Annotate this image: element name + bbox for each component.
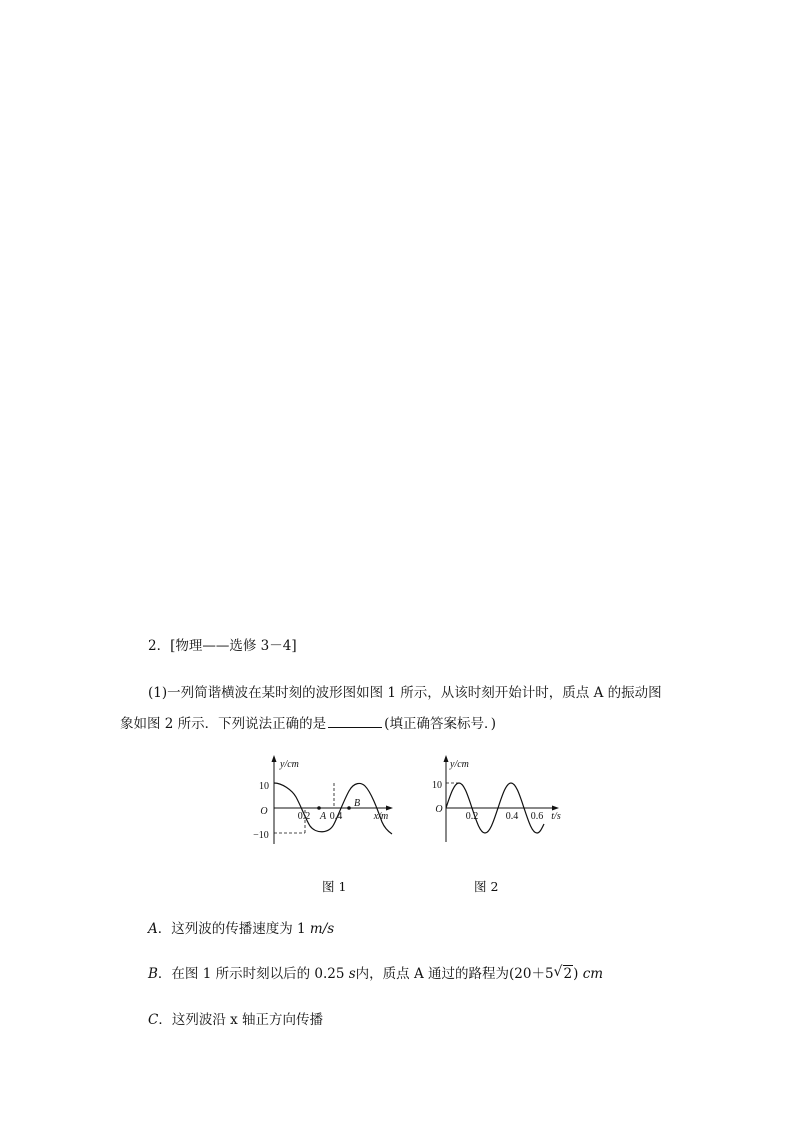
figure1-wave-graph <box>250 752 400 848</box>
option-a-text: ．这列波的传播速度为 1 <box>157 921 310 937</box>
fig1-x-axis-label: x/m <box>373 811 389 822</box>
point-b-marker <box>347 806 351 810</box>
option-b <box>148 965 603 983</box>
fig2-x-tick-04: 0.4 <box>505 811 519 822</box>
fig1-x-tick-02: 0.2 <box>297 811 311 822</box>
option-b-text2: 内，质点 A 通过的路程为(20＋5 <box>355 966 554 982</box>
fig1-point-b-label: B <box>353 798 361 809</box>
fig2-y-axis-label: y/cm <box>450 759 469 770</box>
fig1-y-tick-neg10: −10 <box>253 830 269 841</box>
option-b-letter: B <box>148 966 158 982</box>
fig2-y-tick-10: 10 <box>432 780 442 791</box>
figure2-vibration-graph <box>426 752 566 848</box>
figure1-caption: 图 1 <box>322 879 347 894</box>
intro-text-before-blank: 象如图 2 所示．下列说法正确的是 <box>120 716 327 732</box>
option-a-letter: A <box>148 921 158 937</box>
fig1-point-a-label: A <box>319 811 327 822</box>
fig1-x-tick-04: 0.4 <box>329 811 343 822</box>
point-a-marker <box>317 806 321 810</box>
intro-text-after-blank: (填正确答案标号．) <box>384 716 496 732</box>
fig2-x-axis-label: t/s <box>551 811 561 822</box>
option-c-letter: C <box>148 1012 159 1028</box>
question-header: 2．[物理——选修 3－4] <box>148 638 297 654</box>
sqrt-symbol: √ 2 <box>553 964 573 982</box>
option-b-unit-s: s <box>348 966 356 982</box>
sqrt-radicand: 2 <box>563 966 573 982</box>
option-c-text: ．这列波沿 x 轴正方向传播 <box>158 1012 324 1028</box>
question-intro-line1: (1)一列简谐横波在某时刻的波形图如图 1 所示，从该时刻开始计时，质点 A 的振动图 <box>148 685 662 701</box>
option-a-unit: m/s <box>309 921 335 937</box>
option-b-unit-cm: cm <box>582 966 604 982</box>
question-intro-line2 <box>120 714 496 733</box>
fig1-y-axis-label: y/cm <box>280 759 299 770</box>
figure2-caption: 图 2 <box>474 879 499 894</box>
option-b-text1: ．在图 1 所示时刻以后的 0.25 <box>157 966 349 982</box>
fig2-x-tick-06: 0.6 <box>530 811 544 822</box>
option-b-text3: ) <box>573 966 583 982</box>
fig1-y-tick-10: 10 <box>259 781 269 792</box>
fig2-origin: O <box>435 804 443 815</box>
option-c <box>148 1011 323 1029</box>
answer-blank <box>328 714 382 728</box>
fig2-x-tick-02: 0.2 <box>465 811 479 822</box>
option-a <box>148 920 334 938</box>
fig1-origin: O <box>260 806 268 817</box>
